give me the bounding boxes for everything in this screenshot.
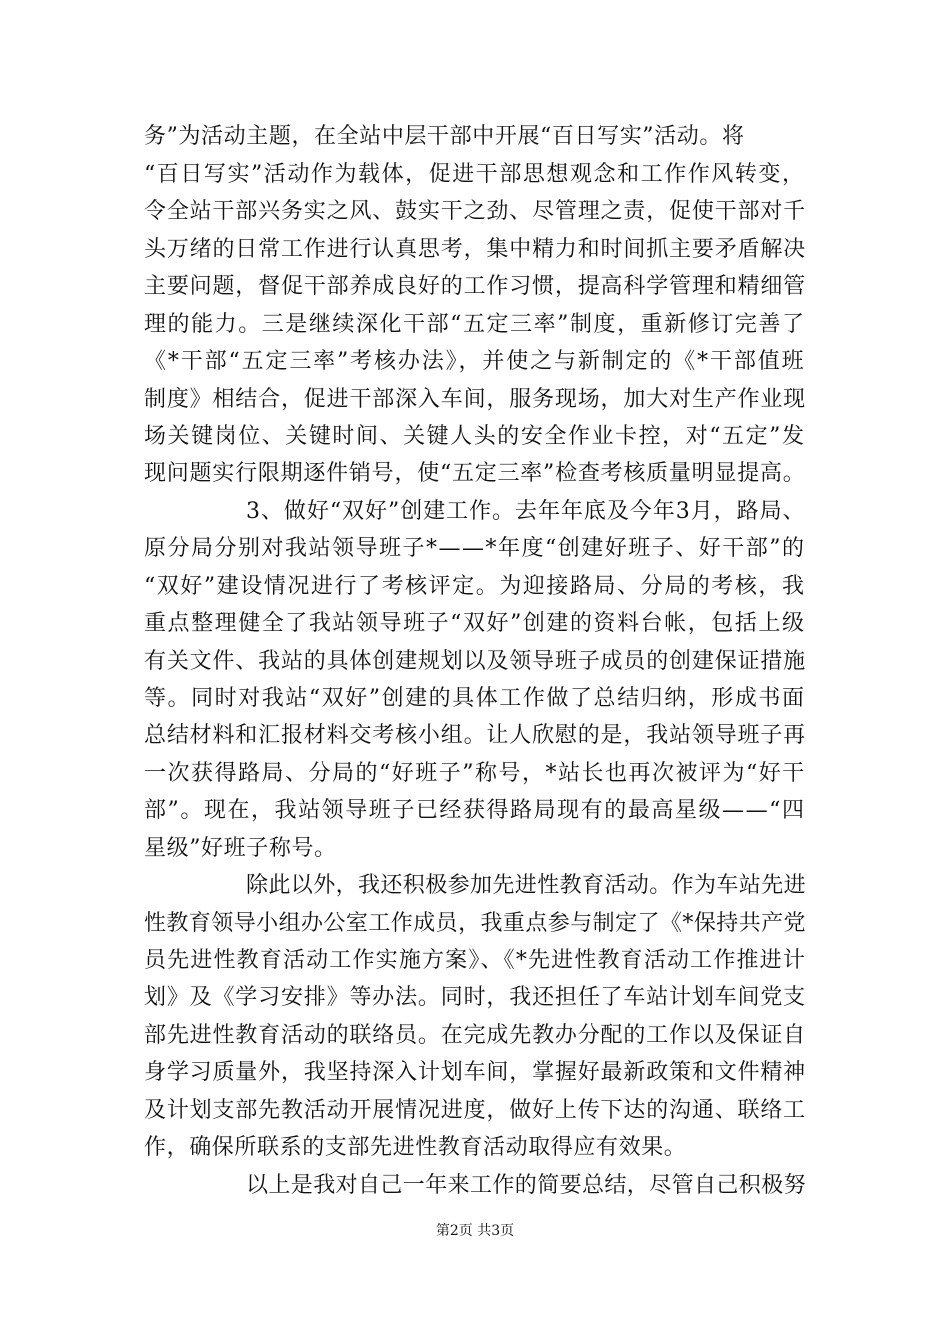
paragraph-line: 星级”好班子称号。: [144, 836, 337, 861]
paragraph-line: 作，确保所联系的支部先进性教育活动取得应有效果。: [144, 1135, 687, 1160]
paragraph-line: 一次获得路局、分局的“好班子”称号，*站长也再次被评为“好干: [144, 761, 806, 786]
paragraph-line: 3、做好“双好”创建工作。去年年底及今年3月，路局、: [246, 499, 806, 524]
paragraph-line: 原分局分别对我站领导班子*——*年度“创建好班子、好干部”的: [144, 536, 806, 561]
paragraph-line: 部”。现在，我站领导班子已经获得路局现有的最高星级——“四: [144, 798, 806, 823]
paragraph-line: 场关键岗位、关键时间、关键人头的安全作业卡控，对“五定”发: [144, 424, 806, 449]
paragraph-line: 身学习质量外，我坚持深入计划车间，掌握好最新政策和文件精神: [144, 1060, 807, 1085]
paragraph-line: 《*干部“五定三率”考核办法》，并使之与新制定的《*干部值班: [144, 349, 806, 374]
paragraph-line: 及计划支部先教活动开展情况进度，做好上传下达的沟通、联络工: [144, 1098, 807, 1123]
paragraph-line: 头万绪的日常工作进行认真思考，集中精力和时间抓主要矛盾解决: [144, 237, 807, 262]
paragraph-line: 令全站干部兴务实之风、鼓实干之劲、尽管理之责，促使干部对千: [144, 199, 807, 224]
paragraph-line: 主要问题，督促干部养成良好的工作习惯，提高科学管理和精细管: [144, 274, 807, 299]
paragraph-line: 务”为活动主题，在全站中层干部中开展“百日写实”活动。将: [144, 124, 745, 149]
paragraph-line: 等。同时对我站“双好”创建的具体工作做了总结归纳，形成书面: [144, 686, 806, 711]
paragraph-line: “百日写实”活动作为载体，促进干部思想观念和工作作风转变，: [144, 162, 806, 187]
page-number-footer: 第2页 共3页: [435, 1223, 515, 1239]
paragraph-line: “双好”建设情况进行了考核评定。为迎接路局、分局的考核，我: [144, 574, 806, 599]
paragraph-line: 制度》相结合，促进干部深入车间，服务现场，加大对生产作业现: [144, 387, 807, 412]
paragraph-line: 现问题实行限期逐件销号，使“五定三率”检查考核质量明显提高。: [144, 461, 806, 486]
paragraph-line: 重点整理健全了我站领导班子“双好”创建的资料台帐，包括上级: [144, 611, 806, 636]
paragraph-line: 理的能力。三是继续深化干部“五定三率”制度，重新修订完善了: [144, 312, 806, 337]
paragraph-line: 总结材料和汇报材料交考核小组。让人欣慰的是，我站领导班子再: [144, 723, 807, 748]
paragraph-line: 性教育领导小组办公室工作成员，我重点参与制定了《*保持共产党: [144, 911, 806, 936]
paragraph-line: 员先进性教育活动工作实施方案》、《*先进性教育活动工作推进计: [144, 948, 807, 973]
paragraph-line: 有关文件、我站的具体创建规划以及领导班子成员的创建保证措施: [144, 649, 807, 674]
paragraph-line: 划》及《学习安排》等办法。同时，我还担任了车站计划车间党支: [144, 985, 807, 1010]
paragraph-line: 部先进性教育活动的联络员。在完成先教办分配的工作以及保证自: [144, 1023, 807, 1048]
paragraph-line: 除此以外，我还积极参加先进性教育活动。作为车站先进: [246, 873, 807, 898]
paragraph-line: 以上是我对自己一年来工作的简要总结，尽管自己积极努: [246, 1173, 807, 1198]
